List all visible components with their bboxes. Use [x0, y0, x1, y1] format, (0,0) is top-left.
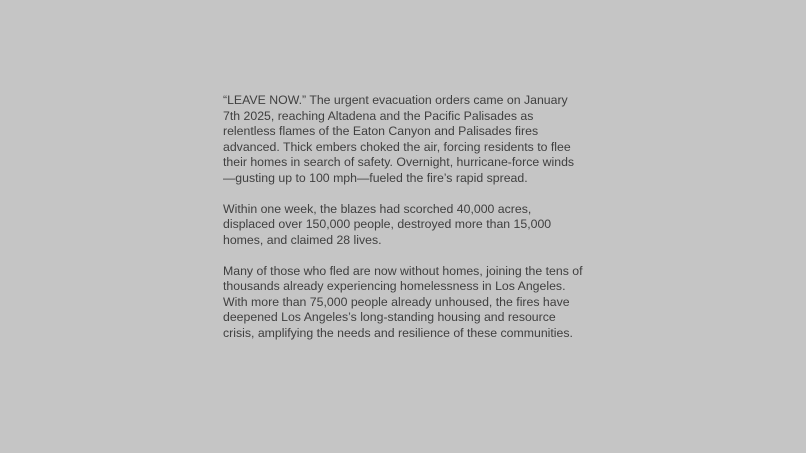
paragraph-impact: Within one week, the blazes had scorched 40,000 acres, displaced over 150,000 people, destroyed more than 15,000 homes, and claimed 28 lives. — [223, 201, 552, 247]
paragraph-evacuation: “LEAVE NOW.” The urgent evacuation orders came on January 7th 2025, reaching Altadena and the Pacific Palisades as relentless flames of the Eaton Canyon and Palisades fires advanced. Thick embers choked the air, forcing residents to flee their homes in search of safety. Overnight, hurricane-force winds—gusting up to 100 mph—fueled the fire’s rapid spread. — [223, 93, 575, 185]
paragraph-homelessness: Many of those who fled are now without homes, joining the tens of thousands already experiencing homelessness in Los Angeles. With more than 75,000 people already unhoused, the fires have deepened Los Angeles’s long-standing housing and resource crisis, amplifying the needs and resilience of these communities. — [223, 263, 583, 340]
article-body — [223, 93, 585, 341]
